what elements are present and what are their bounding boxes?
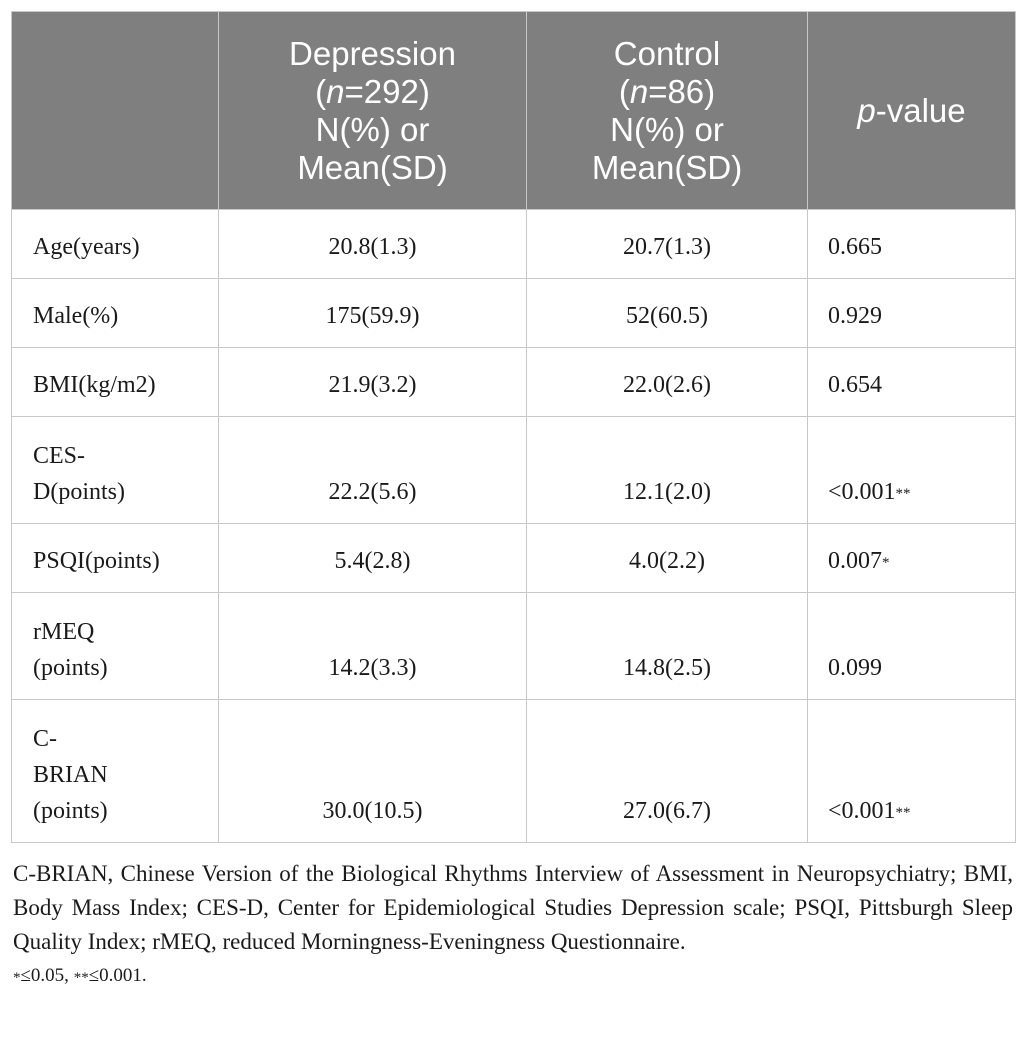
- table-row: [12, 593, 1016, 700]
- depression-value: 30.0(10.5): [219, 700, 527, 843]
- row-label: [12, 279, 219, 348]
- depression-value: 20.8(1.3): [219, 210, 527, 279]
- header-depression-n: (n=292): [315, 72, 430, 110]
- control-value: 22.0(2.6): [527, 348, 808, 417]
- depression-value: 22.2(5.6): [219, 417, 527, 524]
- control-value: 4.0(2.2): [527, 524, 808, 593]
- header-row: [12, 12, 1016, 210]
- sig-star-1: *: [13, 970, 21, 986]
- header-control: [527, 12, 808, 210]
- header-p-value: [808, 12, 1016, 210]
- row-label-line: BMI(kg/m2): [33, 372, 156, 398]
- p-value-number: 0.929: [828, 303, 882, 329]
- table-row: [12, 700, 1016, 843]
- p-value-number: 0.007: [828, 548, 882, 574]
- table-body: [12, 210, 1016, 843]
- control-value: 14.8(2.5): [527, 593, 808, 700]
- row-label: [12, 348, 219, 417]
- sig-text-1: ≤0.05,: [20, 965, 74, 986]
- header-p-italic: p: [857, 91, 876, 129]
- sig-star-2: **: [73, 970, 89, 986]
- p-value-number: 0.099: [828, 655, 882, 681]
- control-value: 12.1(2.0): [527, 417, 808, 524]
- header-control-stat1: N(%) or: [610, 110, 724, 148]
- p-value: [808, 700, 1016, 843]
- row-label-line: PSQI(points): [33, 548, 160, 574]
- row-label-line: D(points): [33, 479, 125, 505]
- footnote: C-BRIAN, Chinese Version of the Biological Rhythms Interview of Assessment in Neuropsychiatry; BMI, Body Mass Index; CES-D, Center for Epidemiological Studies Depression scale; PSQI, Pittsburgh Sleep Quality Index; rMEQ, reduced Morningness-Eveningness Questionnaire.: [13, 861, 1013, 954]
- control-value: 27.0(6.7): [527, 700, 808, 843]
- depression-value: 21.9(3.2): [219, 348, 527, 417]
- p-value: [808, 524, 1016, 593]
- significance-note: [13, 961, 1013, 991]
- p-value-number: <0.001: [828, 479, 896, 505]
- sig-text-2: ≤0.001.: [88, 965, 147, 986]
- row-label: [12, 417, 219, 524]
- table-row: [12, 524, 1016, 593]
- p-value-number: <0.001: [828, 798, 896, 824]
- header-p-rest: -value: [875, 91, 966, 129]
- row-label-line: BRIAN: [33, 762, 108, 788]
- header-depression-stat1: N(%) or: [315, 110, 430, 148]
- control-value: 20.7(1.3): [527, 210, 808, 279]
- row-label-line: Age(years): [33, 234, 140, 260]
- p-value-number: 0.654: [828, 372, 882, 398]
- depression-value: 14.2(3.3): [219, 593, 527, 700]
- table-row: [12, 417, 1016, 524]
- p-value: [808, 593, 1016, 700]
- row-label: [12, 700, 219, 843]
- header-depression-title: Depression: [289, 34, 456, 72]
- header-control-title: Control: [613, 34, 721, 72]
- significance-stars: **: [895, 486, 911, 502]
- depression-value: 5.4(2.8): [219, 524, 527, 593]
- p-value: [808, 417, 1016, 524]
- table-figure: [11, 11, 1015, 991]
- table-row: [12, 210, 1016, 279]
- control-value: 52(60.5): [527, 279, 808, 348]
- header-control-n: (n=86): [618, 72, 716, 110]
- p-value: [808, 279, 1016, 348]
- table-row: [12, 348, 1016, 417]
- depression-value: 175(59.9): [219, 279, 527, 348]
- table-row: [12, 279, 1016, 348]
- header-depression: [219, 12, 527, 210]
- row-label-line: (points): [33, 798, 108, 824]
- header-control-stat2: Mean(SD): [591, 148, 743, 186]
- p-value-number: 0.665: [828, 234, 882, 260]
- row-label-line: rMEQ: [33, 619, 95, 645]
- header-depression-stat2: Mean(SD): [297, 148, 448, 186]
- row-label-line: CES-: [33, 443, 86, 469]
- row-label-line: Male(%): [33, 303, 119, 329]
- header-empty-cell: [12, 12, 219, 210]
- significance-stars: **: [895, 805, 911, 821]
- p-value: [808, 210, 1016, 279]
- significance-stars: *: [882, 555, 890, 571]
- row-label: [12, 593, 219, 700]
- row-label-line: (points): [33, 655, 108, 681]
- row-label-line: C-: [33, 726, 57, 752]
- row-label: [12, 210, 219, 279]
- p-value: [808, 348, 1016, 417]
- row-label: [12, 524, 219, 593]
- demographics-table: [11, 11, 1016, 843]
